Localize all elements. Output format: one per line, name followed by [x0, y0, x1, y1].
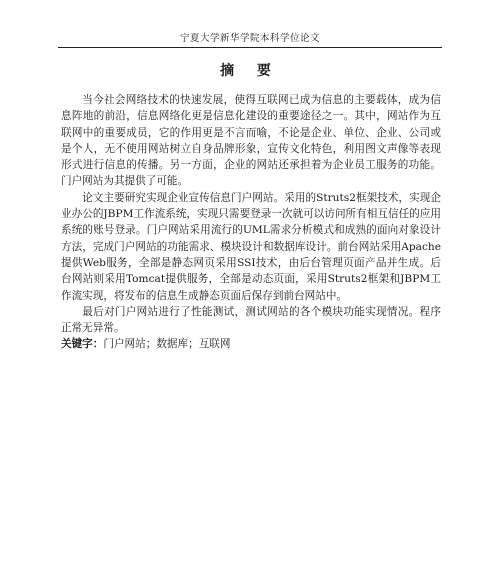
keywords-label: 关键字：	[61, 338, 104, 351]
abstract-body	[61, 92, 441, 353]
header-rule	[58, 47, 442, 48]
keywords-line	[61, 336, 441, 352]
abstract-paragraph-1: 当今社会网络技术的快速发展，使得互联网已成为信息的主要载体，成为信息阵地的前沿，信息网络化更是信息化建设的重要途径之一。其中，网站作为互联网中的重要成员，它的作用更是不言而喻，不论是企业、单位、企业、公司或是个人，无不使用网站树立自身品牌形象，宣传文化特色，利用图文声像等表现形式进行信息的传播。另一方面，企业的网站还承担着为企业员工服务的功能。门户网站为其提供了可能。	[61, 94, 441, 188]
abstract-title: 摘 要	[220, 63, 280, 79]
keywords-value: 门户网站；数据库；互联网	[103, 338, 231, 351]
abstract-paragraph-2: 论文主要研究实现企业宣传信息门户网站。采用的Struts2框架技术，实现企业办公的JBPM工作流系统，实现只需要登录一次就可以访问所有相互信任的应用系统的账号登录。门户网站采用流行的UML需求分析模式和成熟的面向对象设计方法，完成门户网站的功能需求、模块设计和数据库设计。前台网站采用Apache提供Web服务，全部是静态网页采用SSI技术，由后台管理页面产品并生成。后台网站则采用Tomcat提供服务，全部是动态页面，采用Struts2框架和JBPM工作流实现，将发布的信息生成静态页面后保存到前台网站中。	[61, 191, 441, 302]
running-header: 宁夏大学新华学院本科学位论文	[179, 33, 320, 44]
abstract-paragraph-3: 最后对门户网站进行了性能测试，测试网站的各个模块功能实现情况。程序正常无异常。	[61, 305, 441, 335]
